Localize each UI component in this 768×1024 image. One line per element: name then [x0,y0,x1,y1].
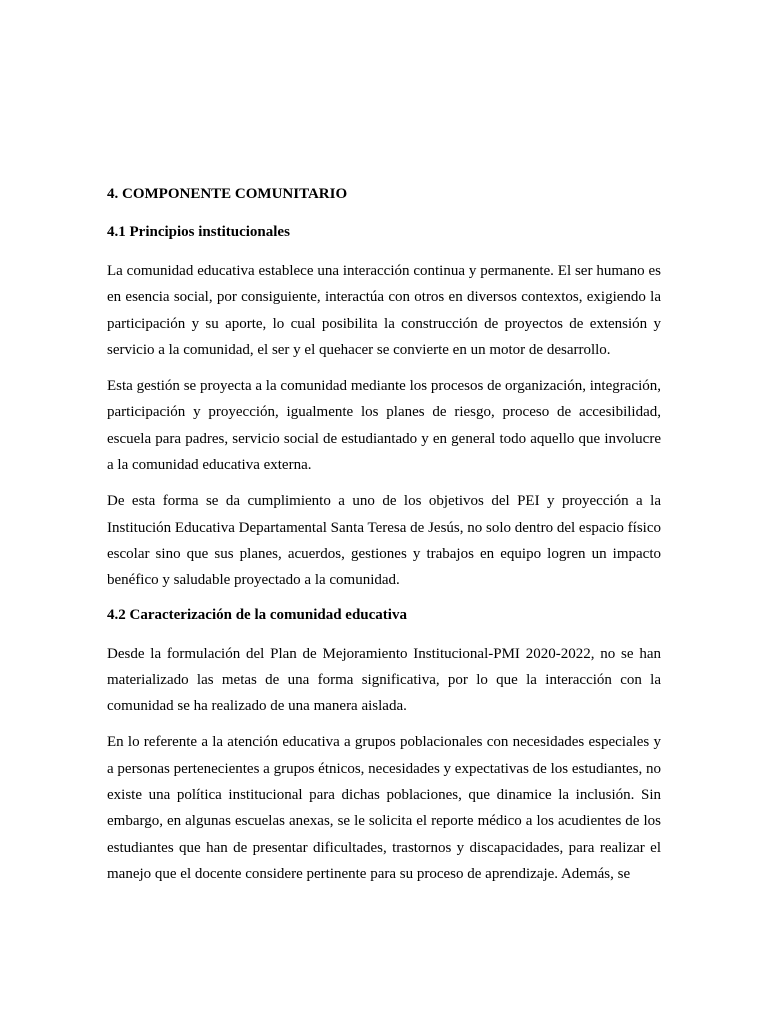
paragraph: En lo referente a la atención educativa a grupos poblacionales con necesidades especiales y a personas pertenecientes a grupos étnicos, necesidades y expectativas de los estudiantes, no existe una política institucional para dichas poblaciones, que dinamice la inclusión. Sin embargo, en algunas escuelas anexas, se le solicita el reporte médico a los acudientes de los estudiantes que han de presentar dificultades, trastornos y discapacidades, para realizar el manejo que el docente considere pertinente para su proceso de aprendizaje. Además, se [107,734,661,882]
section-title: 4. COMPONENTE COMUNITARIO [107,186,348,202]
paragraph: Desde la formulación del Plan de Mejoramiento Institucional-PMI 2020-2022, no se han materializado las metas de una forma significativa, por lo que la interacción con la comunidad se ha realizado de una manera aislada. [107,645,661,715]
paragraph: Esta gestión se proyecta a la comunidad mediante los procesos de organización, integración, participación y proyección, igualmente los planes de riesgo, proceso de accesibilidad, escuela para padres, servicio social de estudiantado y en general todo aquello que involucre a la comunidad educativa externa. [107,378,661,474]
subsection-title-caracterizacion: 4.2 Caracterización de la comunidad educativa [107,606,407,623]
document-page [107,183,661,887]
paragraph: La comunidad educativa establece una interacción continua y permanente. El ser humano es en esencia social, por consiguiente, interactúa con otros en diversos contextos, exigiendo la participación y su aporte, lo cual posibilita la construcción de proyectos de extensión y servicio a la comunidad, el ser y el quehacer se convierte en un motor de desarrollo. [107,263,661,358]
paragraph: De esta forma se da cumplimiento a uno de los objetivos del PEI y proyección a la Institución Educativa Departamental Santa Teresa de Jesús, no solo dentro del espacio físico escolar sino que sus planes, acuerdos, gestiones y trabajos en equipo logren un impacto benéfico y saludable proyectado a la comunidad. [107,493,661,589]
subsection-title-principios: 4.1 Principios institucionales [107,224,290,240]
